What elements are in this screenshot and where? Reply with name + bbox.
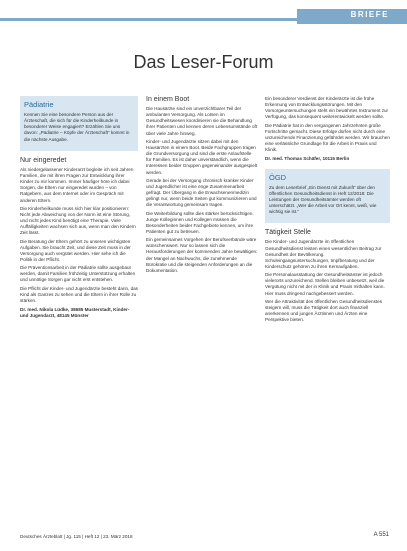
info-box-paediatrie <box>20 96 138 151</box>
page-number: A 551 <box>373 532 389 538</box>
page-title: Das Leser-Forum <box>133 52 274 72</box>
letter-paragraph: Ein gemeinsames Vorgehen der Berufsverbände wäre wünschenswert. Nur so lassen sich die Herausforderungen der kommenden Jahre bewältigen: der Mangel an Nachwuchs, die zunehmende Bürokratie und die steigenden Anforderungen an die Dokumentation. <box>146 237 258 273</box>
letter-paragraph: Die Weiterbildung sollte dies stärker berücksichtigen. Junge Kolleginnen und Kollegen müssen die Besonderheiten beider Fachgebiete kennen, um ihre Patienten gut zu betreuen. <box>146 210 254 234</box>
info-box-oegd <box>265 169 390 224</box>
section-label: BRIEFE <box>350 10 389 19</box>
letter-paragraph: Die Pädiatrie hat in den vergangenen Jahrzehnten große Fortschritte gemacht. Diese Erfolge dürfen nicht durch eine unzureichende Finanzierung gefährdet werden. Wir brauchen eine verlässliche Grundlage für die Arbeit in Praxis und Klinik. <box>265 122 390 153</box>
letter-paragraph: Die Kinder- und Jugendärzte im öffentlichen Gesundheitsdienst leisten einen wesentlichen Beitrag zur Gesundheit der Bevölkerung. Schuleingangsuntersuchungen, Impfberatung und der Kinderschutz gehören zu ihren Kernaufgaben. <box>265 239 382 269</box>
letter-paragraph: Wer die Attraktivität des öffentlichen Gesundheitsdienstes steigern will, muss die Tätigkeit dort auch finanziell anerkennen und jungen Ärztinnen und Ärzten eine Perspektive bieten. <box>265 298 383 323</box>
box-title: Pädiatrie <box>24 100 54 109</box>
letter-paragraph: Kinder- und Jugendärzte sitzen dabei mit den Hausärzten in einem Boot. Beide Fachgruppen tragen die Grundversorgung und sind die erste Anlaufstelle für Familien. Es ist daher unverständlich, wenn die Interessen beider Gruppen gegeneinander ausgespielt werden. <box>146 138 258 175</box>
box-text: Kennen Sie eine besondere Person aus der Ärzteschaft, die sich für die Kinderheilkunde in besonderer Weise engagiert? Erzählen Sie uns davon: „Pädiatrie – Köpfe der Ärzteschaft“ kommt in die nächste Ausgabe. <box>24 112 130 142</box>
letter-author: Dr. med. Thomas Schäfer, 10115 Berlin <box>265 156 350 162</box>
letter-heading: Nur eingeredet <box>20 156 67 164</box>
letter-paragraph: Die Personalausstattung der Gesundheitsämter ist jedoch vielerorts unzureichend. Stellen bleiben unbesetzt, weil die Vergütung nicht mit der in Klinik und Praxis mithalten kann. Hier muss dringend nachgebessert werden. <box>265 272 385 296</box>
journal-footer: Deutsches Ärzteblatt | Jg. 115 | Heft 12 | 23. März 2018 <box>20 534 133 539</box>
box-text: Zu dem Leserbrief „Ein Dienst mit Zukunft“ über den öffentlichen Gesundheitsdienst in Heft 12/2018: Die Leistungen der Gesundheitsämter werden oft unterschätzt. „Wer die Arbeit vor Ort kennt, weiß, wie wichtig sie ist.“ <box>269 184 377 215</box>
letter-paragraph: Die Hausärzte sind ein unverzichtbarer Teil der ambulanten Versorgung. Als Lotsen im Gesundheitswesen koordinieren sie die Behandlung ihrer Patienten und kennen deren Lebensumstände oft über viele Jahre hinweg. <box>146 106 258 136</box>
letter-paragraph: Die Pflicht der Kinder- und Jugendärzte besteht darin, das Kind als Ganzes zu sehen und die Eltern in ihrer Rolle zu stärken. <box>20 285 138 303</box>
letter-author: Dr. med. Nikola Lüdke, 38685 Musterstadt, Kinder- und Jugendarzt, 48145 Münster <box>20 307 130 319</box>
letter-paragraph: Die Beratung der Eltern gehört zu unseren wichtigsten Aufgaben. Sie braucht Zeit, und diese Zeit muss in der Versorgung auch vergütet werden. Hier sehe ich die Politik in der Pflicht. <box>20 238 131 262</box>
letter-paragraph: Die Präventionsarbeit in der Pädiatrie sollte ausgebaut werden, damit Familien frühzeitig Unterstützung erhalten und unnötige Sorgen gar nicht erst entstehen. <box>20 265 136 283</box>
header-rule <box>0 18 407 21</box>
letter-heading: In einem Boot <box>146 96 190 103</box>
letter-heading: Tätigkeit Stelle <box>265 229 311 237</box>
column-2 <box>146 96 258 276</box>
letter-paragraph: Gerade bei der Versorgung chronisch kranker Kinder und Jugendlicher ist eine enge Zusammenarbeit gefragt. Der Übergang in die Erwachsenenmedizin gelingt nur, wenn beide Seiten gut kommunizieren und die Verantwortung gemeinsam tragen. <box>146 177 257 208</box>
letter-paragraph: Ein besonderer Verdienst der Kinderärzte ist die frühe Erkennung von Entwicklungsstörungen. Mit den Vorsorgeuntersuchungen steht ein bewährtes Instrument zur Verfügung, das konsequent weiterentwickelt werden sollte. <box>265 96 389 120</box>
column-1 <box>20 96 138 325</box>
letter-paragraph: Als niedergelassener Kinderarzt begleite ich seit Jahren Familien, die mit ihren Fragen zur Entwicklung ihrer Kinder zu mir kommen. Immer häufiger höre ich dabei Sorgen, die Eltern nur eingeredet wurden – von Ratgebern, aus dem Internet oder im Gespräch mit anderen Eltern. <box>20 166 134 203</box>
letter-paragraph: Die Kinderheilkunde muss sich hier klar positionieren: Nicht jede Abweichung von der Norm ist eine Störung, und nicht jedes Kind benötigt eine Therapie. Viele Auffälligkeiten wachsen sich aus, wenn man den Kindern Zeit lässt. <box>20 205 136 236</box>
column-3 <box>265 96 390 325</box>
box-title: ÖGD <box>269 172 287 182</box>
